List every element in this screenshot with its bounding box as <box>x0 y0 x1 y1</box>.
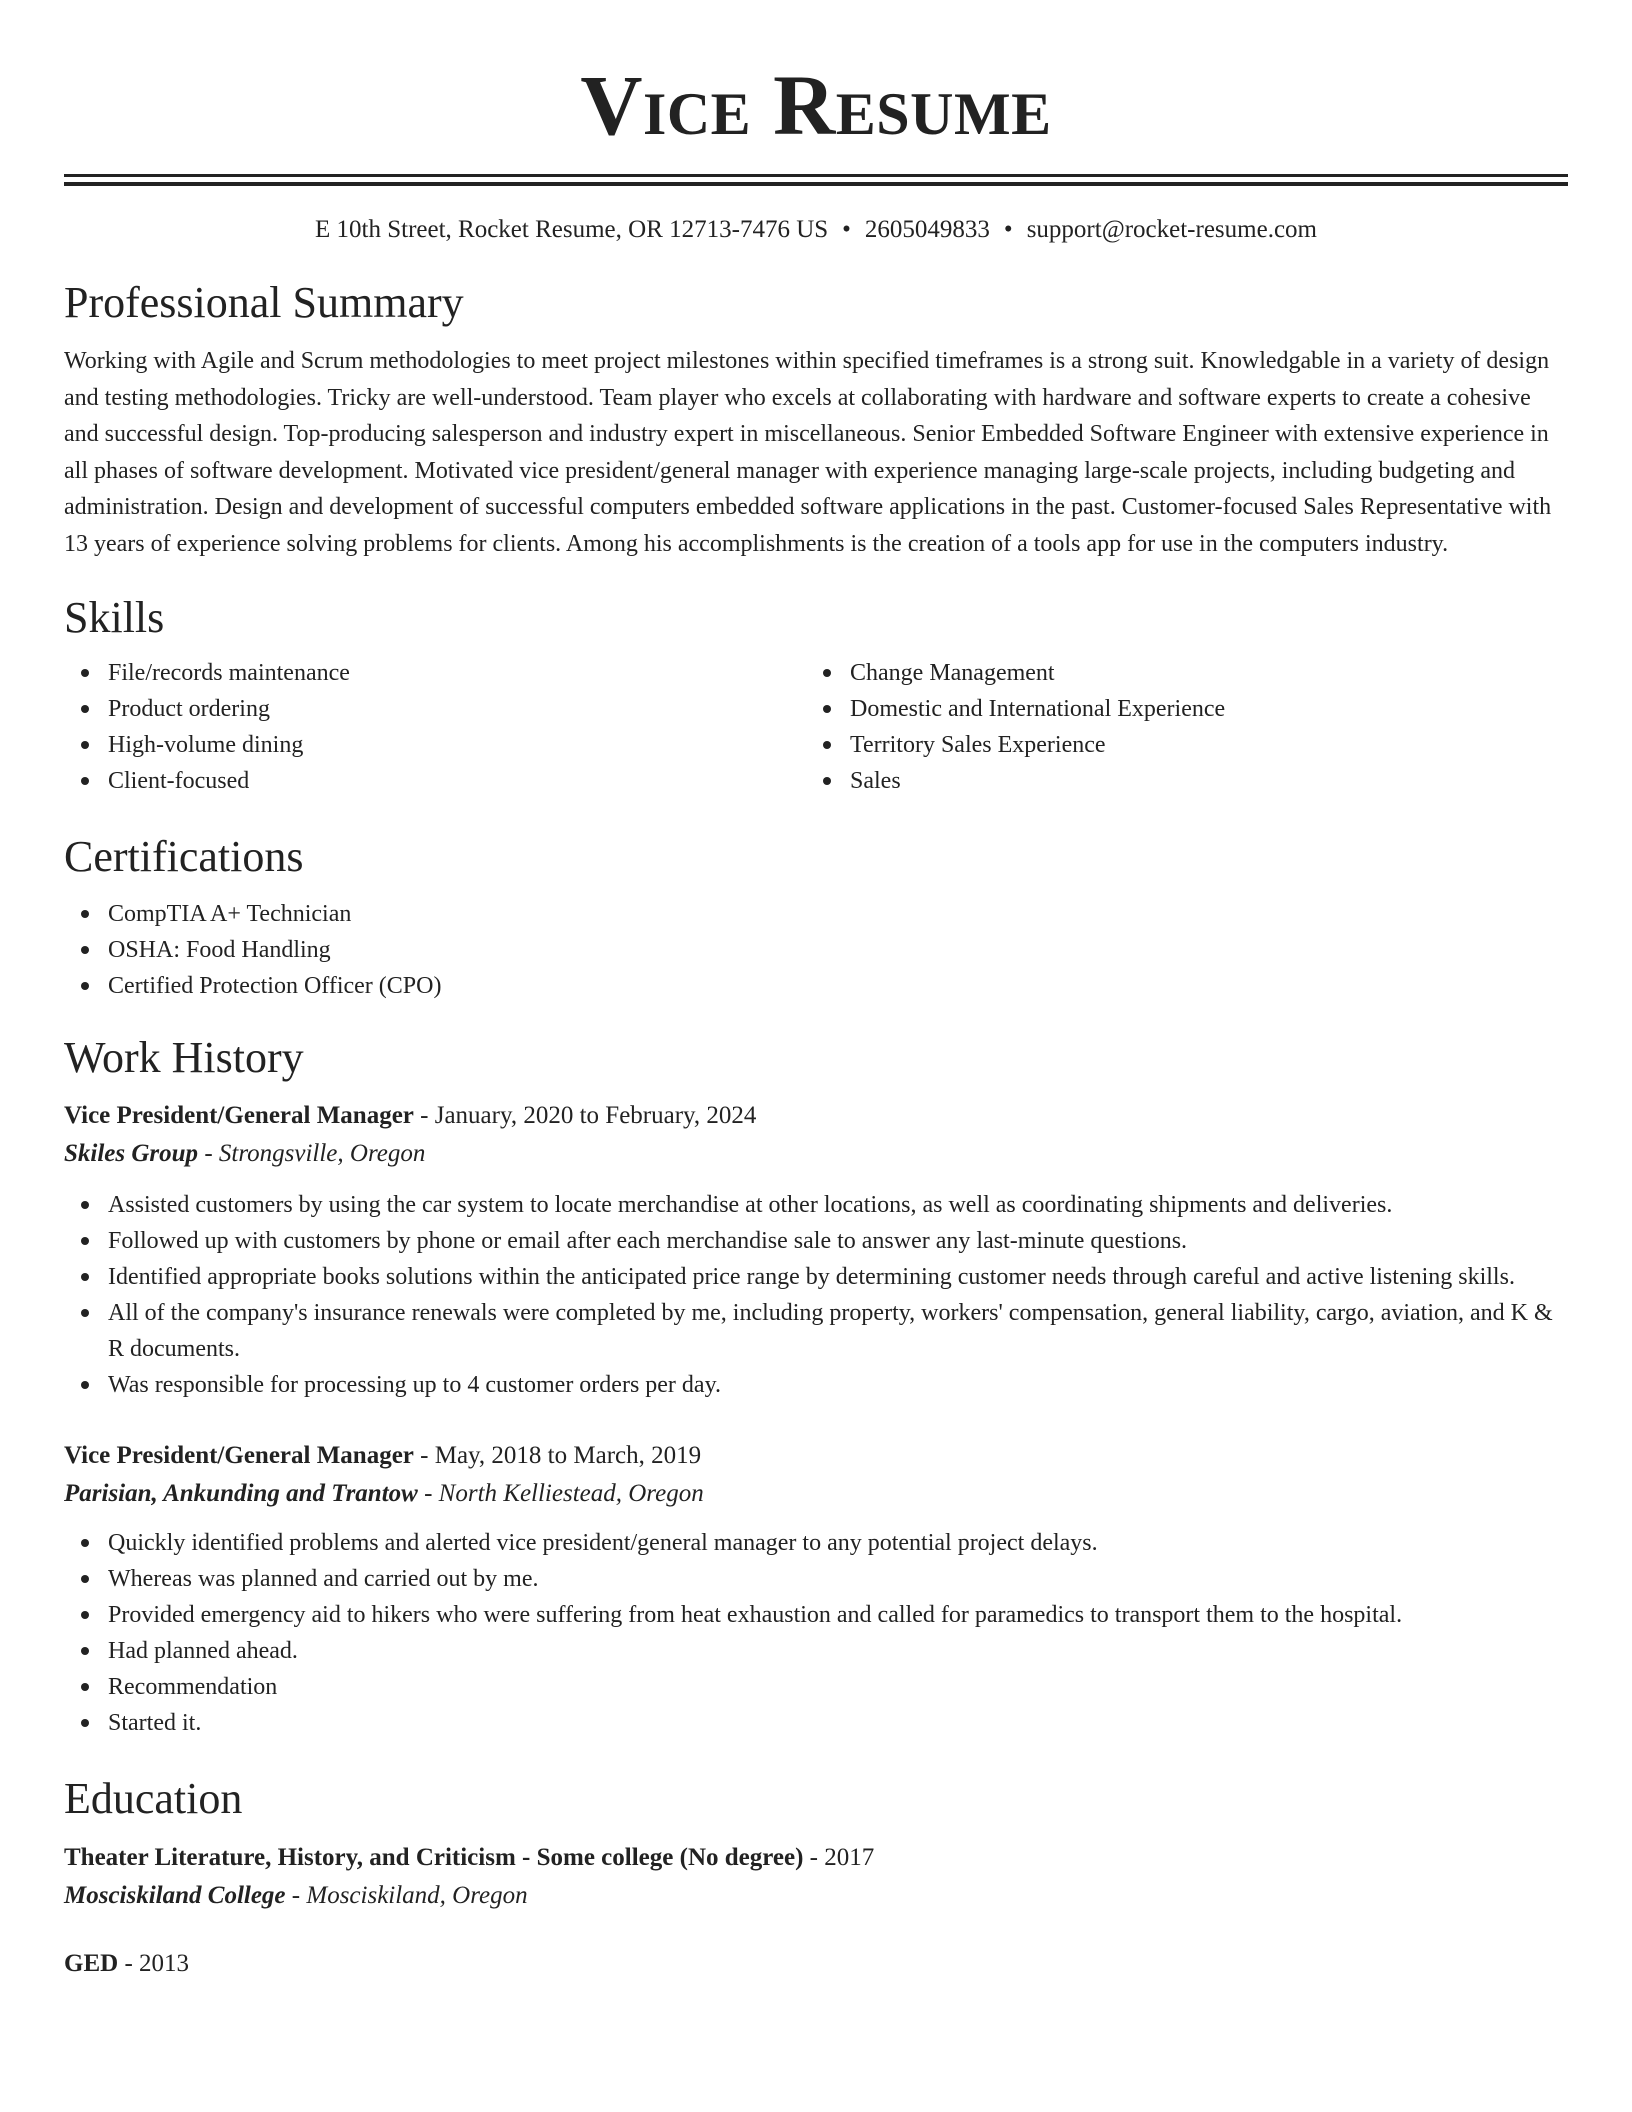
job-duty: Was responsible for processing up to 4 customer orders per day. <box>64 1367 1568 1403</box>
skill-item: File/records maintenance <box>64 655 806 691</box>
job-duty: Followed up with customers by phone or email after each merchandise sale to answer any last-minute questions. <box>64 1223 1568 1259</box>
education-degree: Theater Literature, History, and Criticism - Some college (No degree) <box>64 1844 804 1872</box>
header-double-rule <box>64 174 1568 186</box>
skills-list-left <box>64 655 806 799</box>
education-degree-line <box>64 1839 1568 1877</box>
work-history-heading: Work History <box>64 1032 304 1082</box>
skill-item: Change Management <box>806 655 1548 691</box>
skills-list-right <box>806 655 1548 799</box>
resume-name: Vice Resume <box>580 57 1052 153</box>
education-entry <box>64 1839 1568 1915</box>
certification-item: Certified Protection Officer (CPO) <box>64 968 1568 1004</box>
contact-address: E 10th Street, Rocket Resume, OR 12713-7476 US <box>315 216 829 243</box>
job-duty: Whereas was planned and carried out by me. <box>64 1561 1568 1597</box>
education-year: - 2017 <box>803 1844 875 1872</box>
job-duty: Assisted customers by using the car system to locate merchandise at other locations, as well as coordinating shipments and deliveries. <box>64 1187 1568 1223</box>
skills-columns <box>64 655 1568 799</box>
job-duty: Started it. <box>64 1705 1568 1741</box>
job-duty: All of the company's insurance renewals were completed by me, including property, workers' compensation, general liability, cargo, aviation, and K & R documents. <box>64 1295 1568 1367</box>
contact-email: support@rocket-resume.com <box>1026 216 1317 243</box>
job-title-line <box>64 1437 1568 1475</box>
contact-line <box>64 214 1568 247</box>
job-duty: Had planned ahead. <box>64 1633 1568 1669</box>
job-title: Vice President/General Manager <box>64 1101 414 1129</box>
certifications-heading: Certifications <box>64 832 304 882</box>
job-title-line <box>64 1097 1568 1135</box>
job-dates: - January, 2020 to February, 2024 <box>413 1101 757 1129</box>
job-company: Skiles Group <box>64 1139 199 1167</box>
certification-item: OSHA: Food Handling <box>64 932 1568 968</box>
job-company: Parisian, Ankunding and Trantow <box>64 1479 418 1507</box>
contact-separator: • <box>842 216 851 243</box>
education-degree: GED <box>64 1950 119 1978</box>
education-entry <box>64 1945 1568 1983</box>
skill-item: Territory Sales Experience <box>806 727 1548 763</box>
certification-item: CompTIA A+ Technician <box>64 896 1568 932</box>
job-company-line <box>64 1135 1568 1173</box>
education-school: Mosciskiland College <box>64 1882 286 1910</box>
summary-text: Working with Agile and Scrum methodologies to meet project milestones within specified timeframes is a strong suit. Knowledgable in a variety of design and testing methodologies. Tricky are well-understood. Team player who excels at collaborating with hardware and software experts to create a cohesive and successful design. Top-producing salesperson and industry expert in miscellaneous. Senior Embedded Software Engineer with extensive experience in all phases of software development. Motivated vice president/general manager with experience managing large-scale projects, including budgeting and administration. Design and development of successful computers embedded software applications in the past. Customer-focused Sales Representative with 13 years of experience solving problems for clients. Among his accomplishments is the creation of a tools app for use in the computers industry. <box>64 348 1552 557</box>
skill-item: High-volume dining <box>64 727 806 763</box>
skill-item: Domestic and International Experience <box>806 691 1548 727</box>
job-location: - North Kelliestead, Oregon <box>417 1479 704 1507</box>
job-entry <box>64 1097 1568 1403</box>
job-duty: Recommendation <box>64 1669 1568 1705</box>
skill-item: Product ordering <box>64 691 806 727</box>
job-duty: Provided emergency aid to hikers who were suffering from heat exhaustion and called for paramedics to transport them to the hospital. <box>64 1597 1568 1633</box>
job-duty: Identified appropriate books solutions within the anticipated price range by determining customer needs through careful and active listening skills. <box>64 1259 1568 1295</box>
education-school-line <box>64 1877 1568 1915</box>
education-heading: Education <box>64 1773 243 1823</box>
education-degree-line <box>64 1945 1568 1983</box>
job-duties-list <box>64 1525 1568 1741</box>
contact-phone: 2605049833 <box>864 216 990 243</box>
job-dates: - May, 2018 to March, 2019 <box>413 1441 702 1469</box>
job-duties-list <box>64 1187 1568 1403</box>
skills-heading: Skills <box>64 593 165 643</box>
summary-heading: Professional Summary <box>64 277 464 327</box>
skill-item: Sales <box>806 763 1548 799</box>
job-duty: Quickly identified problems and alerted vice president/general manager to any potential project delays. <box>64 1525 1568 1561</box>
education-year: - 2013 <box>118 1950 190 1978</box>
job-company-line <box>64 1475 1568 1513</box>
certifications-list <box>64 896 1568 1004</box>
education-location: - Mosciskiland, Oregon <box>285 1882 528 1910</box>
job-location: - Strongsville, Oregon <box>198 1139 426 1167</box>
job-title: Vice President/General Manager <box>64 1441 414 1469</box>
contact-separator: • <box>1003 216 1013 243</box>
job-entry <box>64 1437 1568 1741</box>
skill-item: Client-focused <box>64 763 806 799</box>
